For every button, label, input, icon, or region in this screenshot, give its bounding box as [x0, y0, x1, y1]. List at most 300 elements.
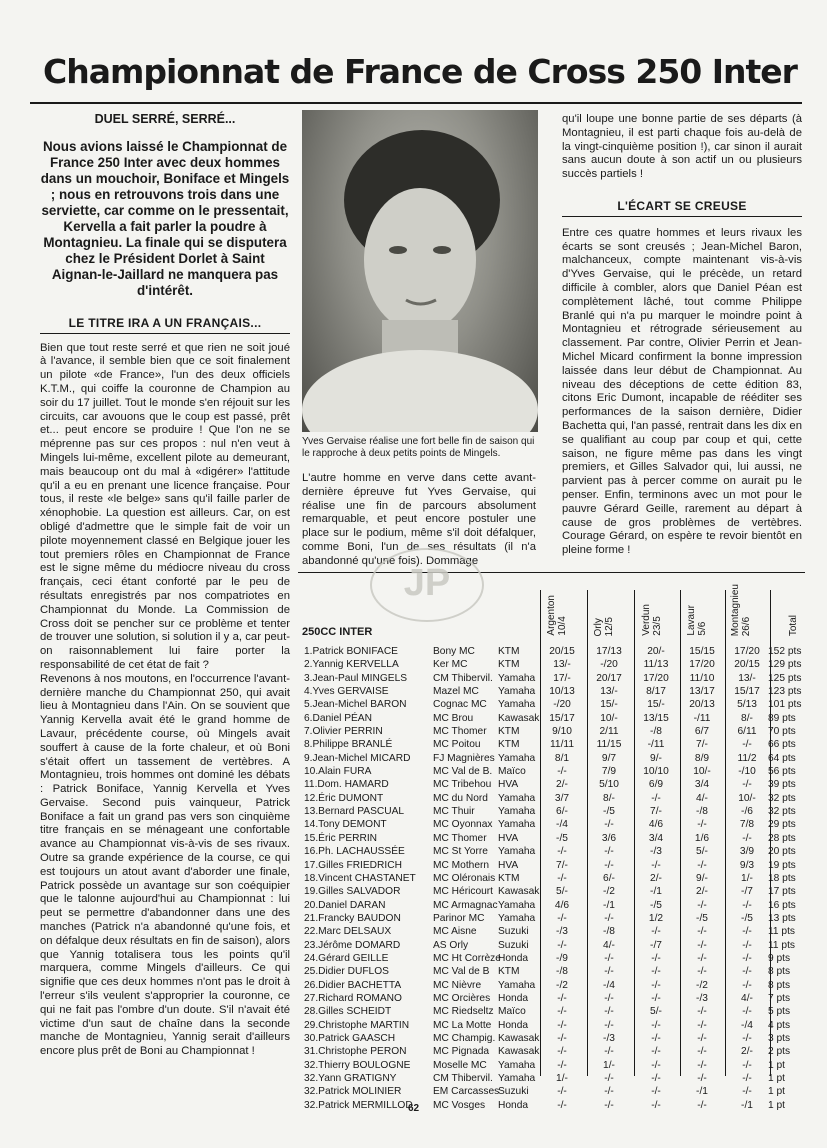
round-result: -/3	[603, 1032, 615, 1044]
rider-name: 32.Yann GRATIGNY	[304, 1073, 397, 1084]
round-result: -/-	[557, 939, 567, 951]
club-name: CM Thibervil.	[433, 672, 493, 684]
round-result: -/-	[697, 1059, 707, 1071]
table-class-label: 250CC INTER	[302, 626, 373, 638]
rider-name: 26.Didier BACHETTA	[304, 979, 402, 991]
rider-name: 25.Didier DUFLOS	[304, 966, 389, 978]
round-result: 20/15	[734, 659, 760, 671]
table-row	[298, 1072, 805, 1085]
club-name: MC Nièvre	[433, 979, 482, 991]
round-result: -/-	[604, 859, 614, 871]
club-name: CM Thibervil.	[433, 1073, 493, 1084]
round-result: -/5	[741, 912, 753, 924]
round-result: -/3	[696, 992, 708, 1004]
round-result: 10/-	[738, 792, 756, 804]
round-result: 3/4	[648, 832, 664, 844]
rider-name: 7.Olivier PERRIN	[304, 726, 383, 738]
total-points: 70 pts	[768, 726, 796, 738]
total-points: 8 pts	[768, 966, 791, 978]
round-result: 10/13	[549, 686, 575, 698]
rider-name: 16.Ph. LACHAUSSÉE	[304, 846, 405, 858]
motorcycle-brand: KTM	[498, 659, 520, 671]
round-result: -/-	[604, 1099, 614, 1111]
table-row	[298, 1032, 805, 1045]
round-result: -/-	[742, 1006, 752, 1018]
table-row	[298, 859, 805, 872]
rider-name: 8.Philippe BRANLÉ	[304, 739, 393, 751]
round-result: 13/17	[689, 686, 715, 698]
round-result: -/-	[604, 1046, 614, 1058]
club-name: MC Thomer	[433, 726, 487, 738]
motorcycle-brand: KTM	[498, 966, 520, 978]
total-points: 129 pts	[768, 659, 802, 671]
motorcycle-brand: Yamaha	[498, 672, 536, 684]
round-result: -/10	[738, 766, 756, 778]
round-result: -/-	[697, 1019, 707, 1031]
total-points: 5 pts	[768, 1006, 791, 1018]
round-result: 17/13	[596, 646, 622, 657]
rider-name: 32.Thierry BOULOGNE	[304, 1059, 411, 1071]
round-result: -/-	[604, 912, 614, 924]
round-result: -/-	[742, 966, 752, 978]
club-name: MC Vosges	[433, 1099, 486, 1111]
round-result: -/-	[651, 1032, 661, 1044]
round-result: 2/-	[741, 1046, 753, 1058]
round-result: -/-	[651, 1059, 661, 1071]
motorcycle-brand: Yamaha	[498, 846, 536, 858]
round-result: 13/15	[643, 712, 669, 724]
motorcycle-brand: Honda	[498, 1099, 529, 1111]
motorcycle-brand: Yamaha	[498, 899, 536, 911]
round-result: -/-	[651, 926, 661, 938]
club-name: Ker MC	[433, 659, 468, 671]
round-result: -/-	[557, 1006, 567, 1018]
motorcycle-brand: KTM	[498, 646, 520, 657]
round-result: -/4	[556, 819, 568, 831]
motorcycle-brand: Yamaha	[498, 699, 536, 711]
round-result: -/-	[557, 1019, 567, 1031]
motorcycle-brand: Yamaha	[498, 752, 536, 764]
rider-name: 10.Alain FURA	[304, 766, 372, 778]
round-result: 2/11	[599, 726, 619, 738]
club-name: MC Champig.	[433, 1032, 496, 1044]
club-name: MC Oyonnax	[433, 819, 493, 831]
rider-name: 32.Patrick MERMILLOD	[304, 1099, 413, 1111]
article-paragraph-1: Bien que tout reste serré et que rien ne soit joué à l'avance, il semble bien que ce soit finalement un pilote «de France», l'un des deux officiels K.T.M., qui coiffe la couronne de Champion au soir du 17 juillet. Tout le monde s'en réjouit sur les circuits, car avouons que le coup est passé, prêt et... peut encore se produire ! Que l'on ne se méprenne pas sur ces propos : nul n'en veut à Mingels lui-même, excellent pilote au demeurant, mais beaucoup ont du mal à «digérer» l'attitude qu'il a eu en prenant une licence française. Pour tous, il reste «le belge» sans qu'il faille parler de xénophobie. La question est ailleurs. Car, on est obligé d'admettre que le simple fait de voir un pilote moyennement classé en Belgique jouer les tout premiers rôles en Championnat de France est le signe même du médiocre niveau du cross français, ceci étant conforté par le peu de résultats enregistrés par nos compatriotes en Championnat du Monde. La Commission de Cross doit se pencher sur ce problème et tenter de trouver une solution, si solution il y a, car peut-on raisonnablement lui faire porter la responsabilité de cet état de fait ?	[40, 341, 290, 671]
club-name: MC Mothern	[433, 859, 490, 871]
rider-photo	[302, 110, 538, 432]
rider-name: 12.Éric DUMONT	[304, 792, 384, 804]
table-row	[298, 885, 805, 898]
rider-name: 21.Francky BAUDON	[304, 912, 401, 924]
rider-name: 22.Marc DELSAUX	[304, 926, 392, 938]
round-result: 17/20	[643, 672, 669, 684]
motorcycle-brand: Maïco	[498, 766, 526, 778]
club-name: MC du Nord	[433, 792, 488, 804]
round-result: -/2	[556, 979, 568, 991]
total-points: 3 pts	[768, 1032, 791, 1044]
round-result: -/-	[697, 899, 707, 911]
table-row	[298, 738, 805, 751]
round-result: 13/-	[738, 672, 756, 684]
round-result: 15/15	[689, 646, 715, 657]
round-result: -/4	[741, 1019, 753, 1031]
round-result: -/-	[697, 966, 707, 978]
total-points: 1 pt	[768, 1073, 785, 1084]
round-result: 8/9	[694, 752, 710, 764]
club-name: MC Héricourt	[433, 886, 494, 898]
round-result: 20/-	[647, 646, 665, 657]
rider-name: 3.Jean-Paul MINGELS	[304, 672, 408, 684]
round-result: 20/13	[689, 699, 715, 711]
total-points: 123 pts	[768, 686, 802, 698]
round-result: 7/-	[696, 739, 708, 751]
round-result: 5/10	[599, 779, 619, 791]
round-result: -/-	[697, 1046, 707, 1058]
round-result: 1/-	[556, 1073, 568, 1084]
table-row	[298, 752, 805, 765]
round-result: 10/-	[600, 712, 618, 724]
total-points: 20 pts	[768, 846, 796, 858]
round-result: 17/20	[689, 659, 715, 671]
table-row	[298, 712, 805, 725]
round-result: -/-	[651, 1073, 661, 1084]
round-result: -/7	[741, 886, 753, 898]
motorcycle-brand: Suzuki	[498, 926, 529, 938]
table-row	[298, 792, 805, 805]
round-result: -/-	[651, 1046, 661, 1058]
round-result: 10/10	[643, 766, 669, 778]
round-result: -/6	[741, 806, 753, 818]
round-result: 20/17	[596, 672, 622, 684]
round-result: -/-	[604, 846, 614, 858]
round-result: 4/-	[741, 992, 753, 1004]
total-points: 11 pts	[768, 939, 795, 951]
page-number: 62	[407, 1103, 420, 1114]
round-result: -/-	[742, 939, 752, 951]
round-result: -/-	[604, 952, 614, 964]
table-row	[298, 1059, 805, 1072]
total-points: 11 pts	[768, 926, 795, 938]
round-result: -/-	[651, 1086, 661, 1098]
round-result: 4/6	[648, 819, 664, 831]
round-result: 11/11	[550, 739, 574, 751]
round-result: -/-	[697, 819, 707, 831]
round-result: 1/2	[648, 912, 664, 924]
table-row	[298, 672, 805, 685]
jp-logo: JP	[370, 548, 484, 622]
rider-name: 17.Gilles FRIEDRICH	[304, 859, 402, 871]
round-result: 11/15	[596, 739, 622, 751]
round-result: -/5	[556, 832, 568, 844]
motorcycle-brand: Yamaha	[498, 979, 536, 991]
motorcycle-brand: Yamaha	[498, 1059, 536, 1071]
column-right	[562, 113, 802, 558]
round-result: -/5	[603, 806, 615, 818]
round-result: 8/-	[603, 792, 615, 804]
club-name: FJ Magnières	[433, 752, 495, 764]
total-points: 13 pts	[768, 912, 796, 924]
total-points: 16 pts	[768, 899, 796, 911]
total-points: 7 pts	[768, 992, 791, 1004]
round-result: -/5	[650, 899, 662, 911]
motorcycle-brand: Kawasaki	[498, 886, 542, 898]
page-title: Championnat de France de Cross 250 Inter	[43, 52, 797, 91]
club-name: Parinor MC	[433, 912, 485, 924]
round-result: -/3	[556, 926, 568, 938]
table-row	[298, 1085, 805, 1098]
club-name: MC Aisne	[433, 926, 477, 938]
round-result: -/-	[742, 979, 752, 991]
club-name: Mazel MC	[433, 686, 479, 698]
round-result: -/-	[742, 899, 752, 911]
total-points: 64 pts	[768, 752, 796, 764]
round-result: -/-	[651, 1019, 661, 1031]
round-result: 1/-	[741, 872, 753, 884]
total-points: 1 pt	[768, 1086, 785, 1098]
rider-name: 24.Gérard GEILLE	[304, 952, 389, 964]
round-result: -/1	[696, 1086, 708, 1098]
rider-name: 23.Jérôme DOMARD	[304, 939, 401, 951]
table-row	[298, 645, 805, 658]
club-name: AS Orly	[433, 939, 469, 951]
round-result: 3/4	[694, 779, 710, 791]
club-name: EM Carcasses	[433, 1086, 500, 1098]
round-result: -/7	[650, 939, 662, 951]
table-row	[298, 725, 805, 738]
round-header-montagnieu: Montagnieu 26/6	[730, 583, 752, 636]
motorcycle-brand: Yamaha	[498, 1073, 536, 1084]
total-points: 19 pts	[768, 859, 796, 871]
article-paragraph-3: L'autre homme en verve dans cette avant-dernière épreuve fut Yves Gervaise, qui réalise une fin de parcours absolument remarquable, et peut encore postuler une place sur le podium, même s'il doit défalquer, comme Boni, l'un de ses résultats (il n'a abandonné qu'une fois). Dommage	[302, 472, 536, 567]
club-name: MC Riedseltz	[433, 1006, 494, 1018]
table-row	[298, 1005, 805, 1018]
motorcycle-brand: Yamaha	[498, 686, 536, 698]
total-header: Total	[788, 614, 799, 636]
round-result: -/2	[603, 886, 615, 898]
rider-name: 1.Patrick BONIFACE	[304, 646, 398, 657]
total-points: 56 pts	[768, 766, 796, 778]
table-row	[298, 992, 805, 1005]
total-points: 89 pts	[768, 712, 796, 724]
round-result: 4/-	[696, 792, 708, 804]
total-points: 39 pts	[768, 779, 796, 791]
rider-name: 30.Patrick GAASCH	[304, 1032, 396, 1044]
total-points: 8 pts	[768, 979, 791, 991]
round-result: -/-	[557, 1046, 567, 1058]
round-result: 9/-	[650, 752, 662, 764]
round-result: -/-	[604, 992, 614, 1004]
table-row	[298, 912, 805, 925]
club-name: MC Val de B	[433, 966, 490, 978]
total-points: 32 pts	[768, 792, 796, 804]
round-result: -/8	[696, 806, 708, 818]
round-result: 5/13	[737, 699, 757, 711]
round-result: 13/-	[553, 659, 571, 671]
photo-caption: Yves Gervaise réalise une fort belle fin de saison qui le rapproche à deux petits points de Mingels.	[302, 436, 535, 459]
round-result: 11/10	[689, 672, 715, 684]
round-result: -/-	[557, 1086, 567, 1098]
table-row	[298, 1045, 805, 1058]
round-result: 17/-	[553, 672, 571, 684]
table-row	[298, 685, 805, 698]
table-row	[298, 845, 805, 858]
round-result: -/-	[557, 1032, 567, 1044]
round-result: 11/13	[643, 659, 669, 671]
total-points: 4 pts	[768, 1019, 791, 1031]
motorcycle-brand: Honda	[498, 1019, 529, 1031]
motorcycle-brand: Kawasaki	[498, 712, 542, 724]
rider-name: 27.Richard ROMANO	[304, 992, 402, 1004]
round-header-argenton: Argenton 10/4	[546, 595, 568, 636]
round-result: 9/-	[696, 872, 708, 884]
results-table-body	[298, 645, 805, 1112]
table-row	[298, 979, 805, 992]
round-result: 9/7	[601, 752, 617, 764]
round-result: -/-	[742, 832, 752, 844]
round-result: 7/-	[650, 806, 662, 818]
motorcycle-brand: Kawasaki	[498, 1032, 542, 1044]
motorcycle-brand: HVA	[498, 832, 519, 844]
round-result: -/8	[650, 726, 662, 738]
round-result: -/-	[557, 992, 567, 1004]
portrait-image	[302, 110, 538, 432]
round-result: -/1	[603, 899, 615, 911]
motorcycle-brand: Honda	[498, 992, 529, 1004]
club-name: MC Orcières	[433, 992, 491, 1004]
club-name: MC Armagnac	[433, 899, 498, 911]
motorcycle-brand: Suzuki	[498, 939, 529, 951]
round-result: -/9	[556, 952, 568, 964]
table-row	[298, 925, 805, 938]
rider-name: 15.Éric PERRIN	[304, 832, 378, 844]
round-result: -/-	[742, 1032, 752, 1044]
round-result: -/8	[556, 966, 568, 978]
round-result: -/8	[603, 926, 615, 938]
club-name: MC St Yorre	[433, 846, 488, 858]
round-result: -/-	[651, 966, 661, 978]
club-name: Cognac MC	[433, 699, 487, 711]
round-result: -/-	[651, 1099, 661, 1111]
round-result: 9/3	[739, 859, 755, 871]
round-result: 4/-	[603, 939, 615, 951]
total-points: 125 pts	[768, 672, 802, 684]
table-row	[298, 818, 805, 831]
round-result: -/20	[600, 659, 618, 671]
club-name: Moselle MC	[433, 1059, 487, 1071]
table-row	[298, 952, 805, 965]
total-points: 66 pts	[768, 739, 796, 751]
round-result: -/-	[557, 912, 567, 924]
rider-name: 4.Yves GERVAISE	[304, 686, 389, 698]
rider-name: 32.Patrick MOLINIER	[304, 1086, 402, 1098]
column-left	[40, 113, 290, 1059]
rider-name: 2.Yannig KERVELLA	[304, 659, 399, 671]
round-result: -/-	[742, 739, 752, 751]
round-result: -/11	[647, 739, 665, 751]
round-result: -/-	[557, 1059, 567, 1071]
round-result: -/3	[650, 846, 662, 858]
round-result: 20/15	[549, 646, 575, 657]
round-result: 15/-	[600, 699, 618, 711]
round-result: 1/6	[694, 832, 710, 844]
round-result: 3/9	[739, 846, 755, 858]
round-result: -/-	[604, 966, 614, 978]
total-points: 9 pts	[768, 952, 791, 964]
round-result: 15/17	[549, 712, 575, 724]
round-result: -/1	[650, 886, 662, 898]
intro-paragraph: Nous avions laissé le Championnat de France 250 Inter avec deux hommes dans un mouchoir, Boniface et Mingels ; nous en retrouvons trois dans une serviette, car comme on le pressentait, Kervella a fait parler la poudre à Montagnieu. La finale qui se disputera chez le Président Dorlet à Saint Aignan-le-Jaillard ne manquera pas d'intérêt.	[40, 138, 290, 298]
rider-name: 29.Christophe MARTIN	[304, 1019, 410, 1031]
motorcycle-brand: Suzuki	[498, 1086, 529, 1098]
round-result: -/-	[697, 1032, 707, 1044]
table-row	[298, 939, 805, 952]
round-result: 3/6	[601, 832, 617, 844]
round-result: 15/-	[647, 699, 665, 711]
round-result: -/-	[651, 992, 661, 1004]
total-points: 1 pt	[768, 1059, 785, 1071]
round-result: -/-	[697, 1099, 707, 1111]
motorcycle-brand: Honda	[498, 952, 529, 964]
round-result: 4/6	[554, 899, 570, 911]
round-result: -/11	[693, 712, 711, 724]
round-result: -/-	[742, 1059, 752, 1071]
round-result: -/-	[557, 1099, 567, 1111]
total-points: 17 pts	[768, 886, 796, 898]
round-result: 6/7	[694, 726, 710, 738]
round-result: 6/11	[737, 726, 757, 738]
motorcycle-brand: KTM	[498, 726, 520, 738]
rider-name: 20.Daniel DARAN	[304, 899, 386, 911]
round-header-orly: Orly 12/5	[593, 616, 615, 636]
total-points: 2 pts	[768, 1046, 791, 1058]
table-row	[298, 872, 805, 885]
round-result: 5/-	[696, 846, 708, 858]
round-result: -/-	[742, 1086, 752, 1098]
rider-name: 9.Jean-Michel MICARD	[304, 752, 411, 764]
round-result: 17/20	[734, 646, 760, 657]
round-result: 7/8	[739, 819, 755, 831]
rider-name: 28.Gilles SCHEIDT	[304, 1006, 392, 1018]
rider-name: 5.Jean-Michel BARON	[304, 699, 407, 711]
round-result: 2/-	[556, 779, 568, 791]
table-row	[298, 698, 805, 711]
total-points: 152 pts	[768, 646, 802, 657]
round-result: 13/-	[600, 686, 618, 698]
round-result: 6/-	[556, 806, 568, 818]
club-name: MC Poitou	[433, 739, 481, 751]
round-result: -/-	[742, 779, 752, 791]
table-row	[298, 765, 805, 778]
round-header-verdun: Verdun 23/5	[641, 604, 663, 636]
round-result: 10/-	[693, 766, 711, 778]
club-name: MC Tribehou	[433, 779, 492, 791]
round-result: -/-	[697, 1073, 707, 1084]
round-result: 11/2	[737, 752, 757, 764]
round-result: -/-	[604, 1073, 614, 1084]
article-paragraph-4: qu'il loupe une bonne partie de ses départs (à Montagnieu, il est parti chaque fois au-delà de la vingt-cinquième position !), car sinon il aurait sans aucun doute à son actif un ou plusieurs succès partiels !	[562, 113, 802, 181]
round-result: -/4	[603, 979, 615, 991]
round-result: -/-	[604, 819, 614, 831]
club-name: MC La Motte	[433, 1019, 492, 1031]
club-name: Bony MC	[433, 646, 475, 657]
motorcycle-brand: Yamaha	[498, 792, 536, 804]
round-result: -/-	[742, 1073, 752, 1084]
club-name: MC Thomer	[433, 832, 487, 844]
total-points: 18 pts	[768, 872, 796, 884]
rider-name: 13.Bernard PASCUAL	[304, 806, 405, 818]
rider-name: 14.Tony DEMONT	[304, 819, 387, 831]
